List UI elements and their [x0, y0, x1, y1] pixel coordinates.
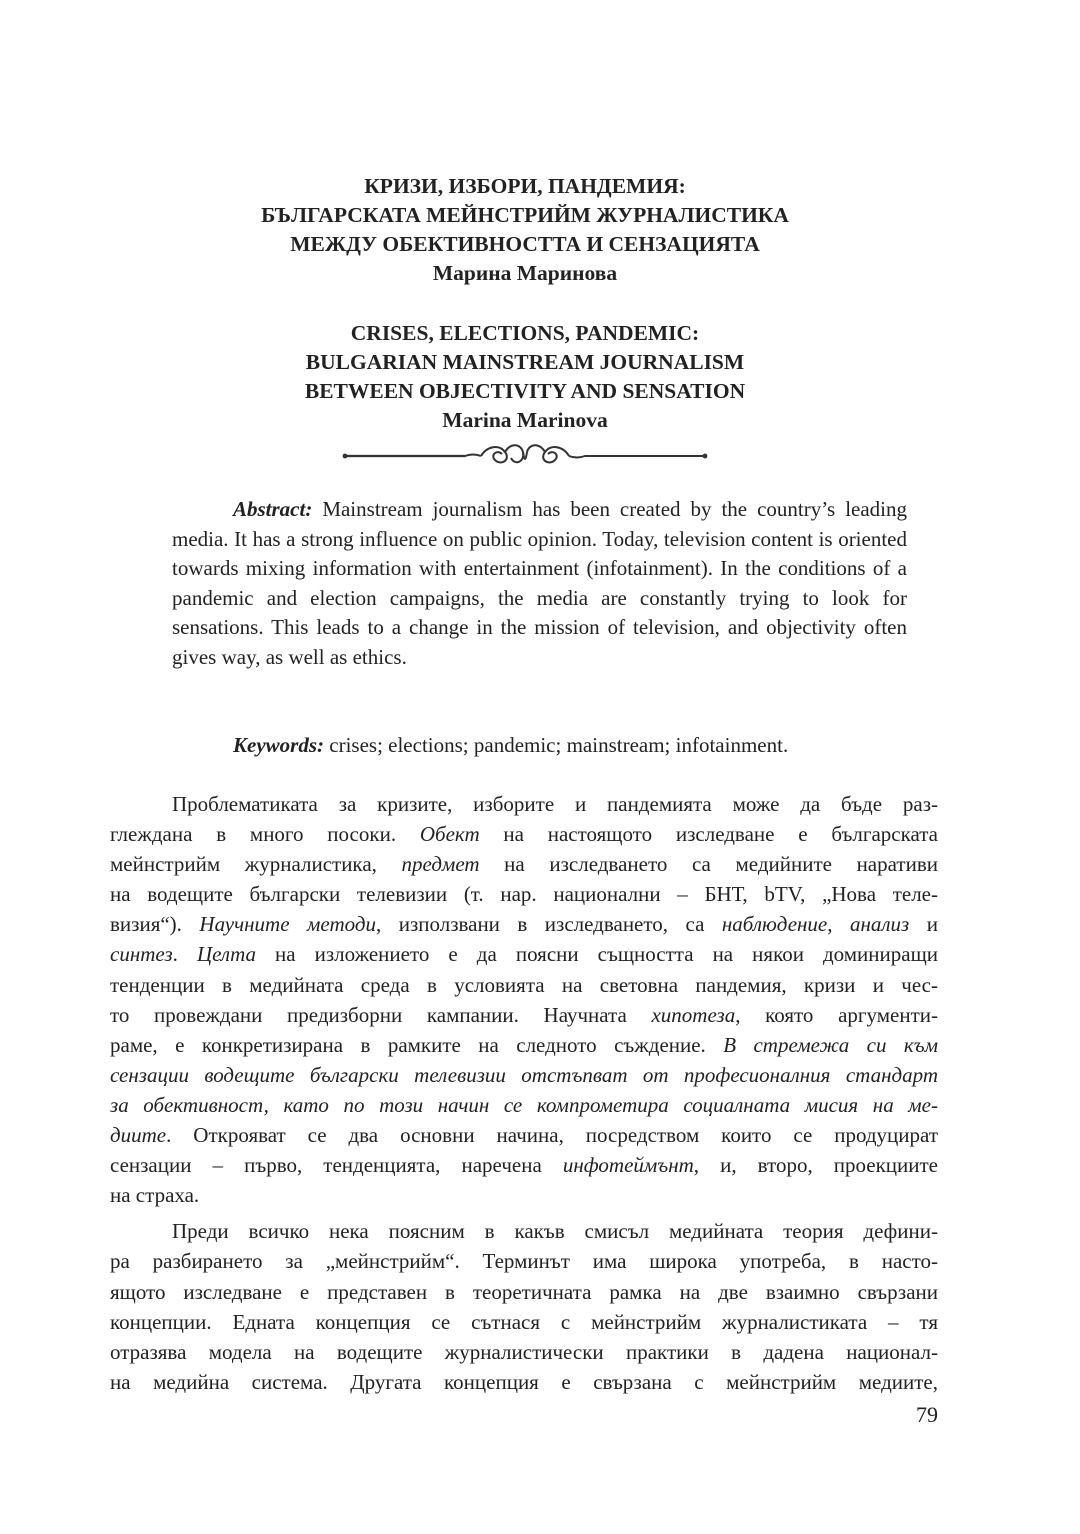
p2-line-2: ра разбирането за „мейнстрийм“. Терминът има широка употреба, в насто- [110, 1249, 938, 1274]
title-en-line-1: CRISES, ELECTIONS, PANDEMIC: [350, 321, 700, 345]
title-bg-line-3: МЕЖДУ ОБЕКТИВНОСТТА И СЕНЗАЦИЯТА [290, 232, 760, 256]
paragraph-2 [110, 1216, 938, 1397]
p2-line-5: отразява модела на водещите журналистически практики в дадена национал- [110, 1339, 938, 1364]
p1-line-2: глеждана в много посоки. Обект на настоящото изследване е българската [110, 822, 938, 847]
p1-line-9: раме, е конкретизирана в рамките на следното съждение. В стремежа си към [110, 1032, 939, 1057]
p2-line-4: концепции. Едната концепция се сътнася с мейнстрийм журналистиката – тя [110, 1309, 938, 1334]
p1-line-10: сензации водещите български телевизии отстъпват от професионалния стандарт [110, 1062, 938, 1087]
keywords-text: crises; elections; pandemic; mainstream; infotainment. [329, 733, 789, 757]
author-bg: Марина Маринова [432, 261, 618, 285]
p1-line-5: визия“). Научните методи, използвани в изследването, са наблюдение, анализ и [110, 912, 938, 937]
ornament-divider-icon [335, 436, 715, 476]
abstract [172, 495, 907, 673]
p1-line-11: за обективност, като по този начин се компрометира социалната мисия на ме- [110, 1092, 938, 1117]
p1-line-6: синтез. Целта на изложението е да поясни същността на някои доминиращи [110, 942, 938, 967]
p1-line-4: на водещите български телевизии (т. нар. национални – БНТ, bTV, „Нова теле- [110, 882, 938, 907]
title-bg-line-2: БЪЛГАРСКАТА МЕЙНСТРИЙМ ЖУРНАЛИСТИКА [261, 203, 789, 227]
title-english [110, 319, 940, 435]
p1-line-3: мейнстрийм журналистика, предмет на изследването са медийните наративи [110, 852, 938, 877]
p1-line-13: сензации – първо, тенденцията, наречена инфотеймънт, и, второ, проекциите [110, 1153, 938, 1178]
p2-line-6: на медийна система. Другата концепция е свързана с мейнстрийм медиите, [110, 1369, 938, 1394]
title-en-line-3: BETWEEN OBJECTIVITY AND SENSATION [304, 379, 746, 403]
keywords-label: Keywords: [233, 733, 324, 757]
title-bulgarian [110, 172, 940, 288]
p1-line-8: то провеждани предизборни кампании. Научната хипотеза, която аргументи- [110, 1002, 938, 1027]
page-number: 79 [916, 1402, 938, 1427]
title-bg-line-1: КРИЗИ, ИЗБОРИ, ПАНДЕМИЯ: [364, 174, 686, 198]
author-en: Marina Marinova [442, 408, 608, 432]
p2-line-1: Преди всичко нека поясним в какъв смисъл медийната теория дефини- [172, 1219, 938, 1244]
title-en-line-2: BULGARIAN MAINSTREAM JOURNALISM [305, 350, 745, 374]
abstract-label: Abstract: [233, 497, 313, 521]
abstract-text: Mainstream journalism has been created by the country’s leading media. It has a strong influence on public opinion. Today, television content is oriented towards mixing information with entertainment (infotainment). In the conditions of a pandemic and election campaigns, the media are constantly trying to look for sensations. This leads to a change in the mission of television, and objectivity often gives way, as well as ethics. [172, 497, 908, 669]
p1-line-14: на страха. [110, 1183, 200, 1208]
body-text [110, 789, 938, 1397]
p1-line-1: Проблематиката за кризите, изборите и пандемията може да бъде раз- [172, 792, 938, 816]
p1-line-7: тенденции в медийната среда в условията на световна пандемия, кризи и чес- [110, 972, 938, 997]
p1-line-12: диите. Открояват се два основни начина, посредством които се продуцират [110, 1123, 938, 1148]
paragraph-1 [110, 789, 938, 1210]
p2-line-3: ящото изследване е представен в теоретичната рамка на две взаимно свързани [110, 1279, 938, 1304]
keywords [172, 731, 907, 761]
